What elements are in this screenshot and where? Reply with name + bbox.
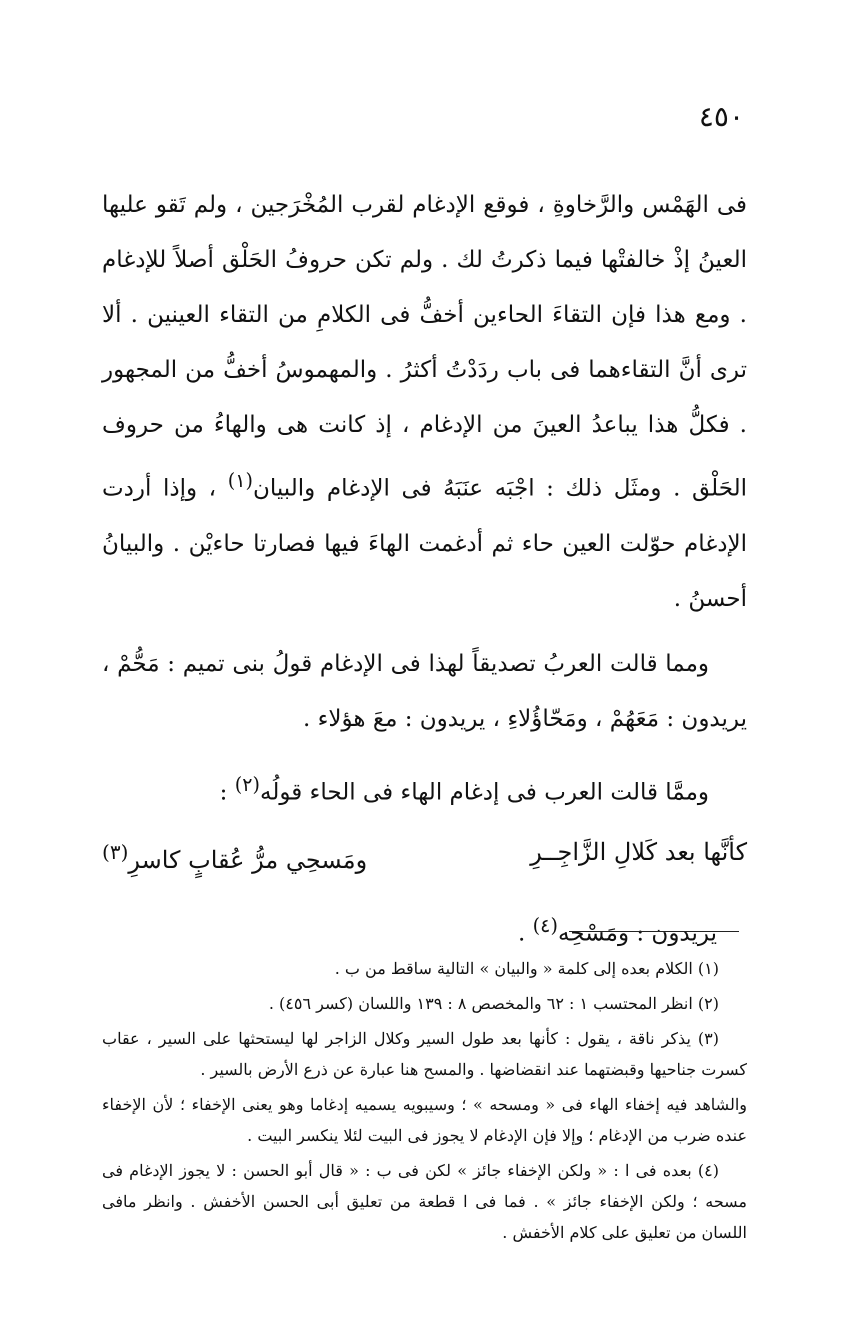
paragraph-3 xyxy=(102,757,747,821)
paragraph-3-text: وممَّا قالت العرب فى إدغام الهاء فى الحاء قولُه xyxy=(260,779,709,806)
paragraph-3-tail: : xyxy=(219,779,228,806)
footnote-4-text: (٤) بعده فى ا : « ولكن الإخفاء جائز » لكن فى ب : « قال أبو الحسن : لا يجوز الإدغام فى مسحه ؛ ولكن الإخفاء جائز » . فما فى ا قطعة من تعليق أبى الحسن الأخفش . وانظر مافى اللسان من تعليق على كلام الأخفش . xyxy=(102,1161,747,1242)
footnote-3 xyxy=(102,1023,747,1085)
paragraph-2: ومما قالت العربُ تصديقاً لهذا فى الإدغام قولُ بنى تميم : مَحُّمْ ، يريدون : مَعَهُمْ ، ومَحّاؤُلاءِ ، يريدون : معَ هؤلاء . xyxy=(102,650,747,732)
verse-first-hemistich: كأنَّها بعد كَلالِ الزَّاجِــرِ xyxy=(530,838,747,867)
verse-second-hemistich xyxy=(102,824,367,888)
after-verse-text: يريدون : ومَسْحِه xyxy=(557,920,717,947)
footnote-3-continued-text: والشاهد فيه إخفاء الهاء فى « ومسحه » ؛ وسيبويه يسميه إدغاما وهو يعنى الإخفاء ؛ لأن الإخفاء عنده ضرب من الإدغام ؛ وإلا فإن الإدغام لا يجوز فى البيت لئلا ينكسر البيت . xyxy=(102,1095,747,1145)
footnote-4 xyxy=(102,1155,747,1248)
after-verse-tail: . xyxy=(518,920,526,947)
verse-second-text: ومَسحِي مرُّ عُقابٍ كاسرِ xyxy=(128,846,368,875)
paragraph-1 xyxy=(102,178,747,627)
main-text xyxy=(102,178,747,962)
footnote-3-continued xyxy=(102,1089,747,1151)
footnote-1 xyxy=(102,953,747,984)
footnote-3-text: (٣) يذكر ناقة ، يقول : كأنها بعد طول السير وكلال الزاجر لها ليستحثها على السير ، عقاب كسرت جناحيها وقبضتهما عند انقضاضها . والمسح هنا عبارة عن ذرع الأرض بالسير . xyxy=(102,1029,747,1079)
paragraph-1-text: فى الهَمْس والرَّخاوةِ ، فوقع الإدغام لقرب المُخْرَجين ، ولم تَقو عليها العينُ إذْ خالفتْها فيما ذكرتُ لك . ولم تكن حروفُ الحَلْق أصلاً للإدغام . ومع هذا فإن التقاءَ الحاءين أخفُّ فى الكلامِ من التقاء العينين . ألا ترى أنَّ التقاءهما فى باب ردَدْتُ أكثرُ . والمهموسُ أخفُّ من المجهور . فكلُّ هذا يباعدُ العينَ من الإدغام ، إذ كانت هى والهاءُ من حروف الحَلْق . ومثَل ذلك : اجْبَه عنَبَهُ فى الإدغام والبيان xyxy=(102,192,748,502)
footnote-2 xyxy=(102,988,747,1019)
footnote-ref-2: (٢) xyxy=(234,772,260,796)
page-number: ٤٥٠ xyxy=(698,100,744,133)
paragraph-1-tail: ، وإذا أردت الإدغام حوّلت العين حاء ثم أدغمت الهاءَ فيها فصارتا حاءيْن . والبيانُ أحسنُ . xyxy=(102,475,747,612)
footnote-separator xyxy=(569,931,739,932)
footnote-2-text: (٢) انظر المحتسب ١ : ٦٢ والمخصص ٨ : ١٣٩ واللسان (كسر ٤٥٦) . xyxy=(268,994,719,1013)
poem-verse xyxy=(102,824,747,888)
footnote-ref-1: (١) xyxy=(227,469,253,492)
footnote-1-text: (١) الكلام بعده إلى كلمة « والبيان » التالية ساقط من ب . xyxy=(334,959,719,978)
footnote-ref-3: (٣) xyxy=(102,840,129,865)
footnotes xyxy=(102,953,747,1248)
footnote-ref-4: (٤) xyxy=(532,914,558,938)
